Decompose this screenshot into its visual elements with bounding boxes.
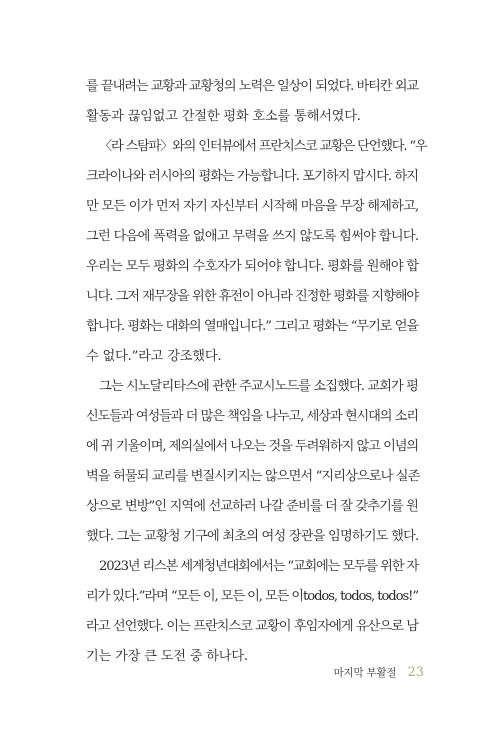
text-line: 우리는 모두 평화의 수호자가 되어야 합니다. 평화를 원해야 합 <box>86 259 419 274</box>
text-line: 리가 있다.”라며 “모든 이, 모든 이, 모든 이todos, todos, todos!” <box>86 589 418 604</box>
text-line: 상으로 변방”인 지역에 선교하러 나갈 준비를 더 잘 갖추기를 원 <box>86 499 418 514</box>
text-line: 기는 가장 큰 도전 중 하나다. <box>86 649 248 664</box>
text-line: 벽을 허물되 교리를 변질시키지는 않으면서 “지리상으로나 실존 <box>86 469 420 484</box>
text-line: 니다. 그저 재무장을 위한 휴전이 아니라 진정한 평화를 지향해야 <box>86 289 418 304</box>
running-title: 마지막 부활절 <box>333 667 397 679</box>
text-line: 크라이나와 러시아의 평화는 가능합니다. 포기하지 맙시다. 하지 <box>86 169 418 184</box>
text-line: 라고 선언했다. 이는 프란치스코 교황이 후임자에게 유산으로 남 <box>86 619 418 634</box>
text-line: 했다. 그는 교황청 기구에 최초의 여성 장관을 임명하기도 했다. <box>86 529 419 544</box>
text-line: 〈라 스탐파〉와의 인터뷰에서 프란치스코 교황은 단언했다. “우 <box>99 139 427 154</box>
text-line: 합니다. 평화는 대화의 열매입니다.” 그리고 평화는 “무기로 얻을 <box>86 319 418 334</box>
text-line: 2023년 리스본 세계청년대회에서는 “교회에는 모두를 위한 자 <box>99 559 418 574</box>
text-line: 에 귀 기울이며, 제의실에서 나오는 것을 두려워하지 않고 이념의 <box>86 439 418 454</box>
body-text <box>86 72 427 672</box>
text-line: 활동과 끊임없고 간절한 평화 호소를 통해서였다. <box>86 109 361 124</box>
text-line: 수 없다.”라고 강조했다. <box>86 349 222 364</box>
page-footer <box>334 660 424 682</box>
text-line: 그런 다음에 폭력을 없애고 무력을 쓰지 않도록 힘써야 합니다. <box>86 229 419 244</box>
text-line: 를 끝내려는 교황과 교황청의 노력은 일상이 되었다. 바티칸 외교 <box>86 79 418 94</box>
text-line: 신도들과 여성들과 더 많은 책임을 나누고, 세상과 현시대의 소리 <box>86 409 418 424</box>
page-number: 23 <box>407 665 424 680</box>
text-line: 그는 시노달리타스에 관한 주교시노드를 소집했다. 교회가 평 <box>99 379 419 394</box>
text-line: 만 모든 이가 먼저 자기 자신부터 시작해 마음을 무장 해제하고, <box>86 199 419 214</box>
